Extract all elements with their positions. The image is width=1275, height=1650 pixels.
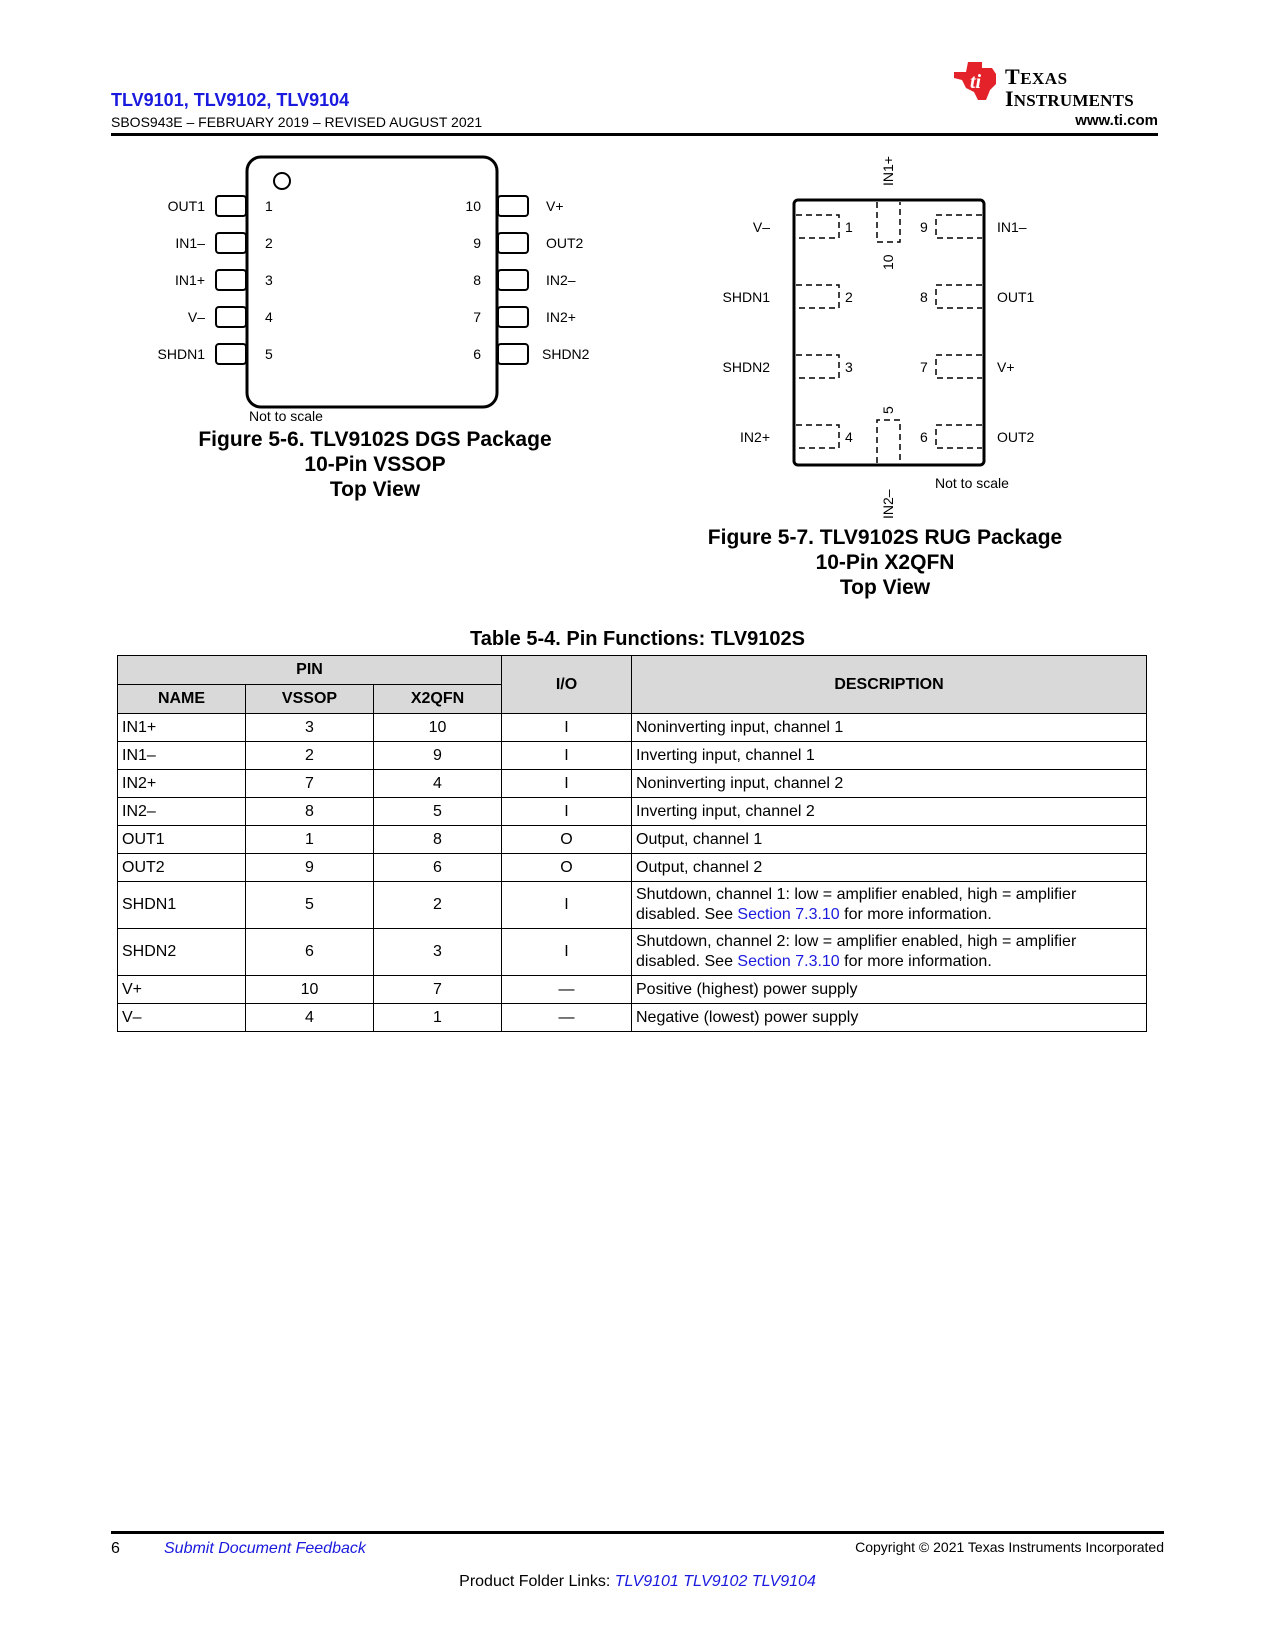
dgs-pin-number: 5 <box>265 346 273 362</box>
cell-io: I <box>502 929 632 976</box>
cell-name: IN1– <box>118 742 246 770</box>
cell-vssop: 5 <box>246 882 374 929</box>
header-pin: PIN <box>118 656 502 685</box>
cell-desc: Inverting input, channel 1 <box>632 742 1147 770</box>
table-row <box>118 770 1147 798</box>
table-row <box>118 742 1147 770</box>
dgs-pin-name: SHDN1 <box>157 346 205 362</box>
cell-name: SHDN2 <box>118 929 246 976</box>
rug-pin-name: OUT2 <box>997 429 1035 445</box>
dgs-figure-caption: Figure 5-6. TLV9102S DGS Package 10-Pin VSSOP Top View <box>198 428 552 501</box>
cell-desc: Output, channel 1 <box>632 826 1147 854</box>
table-row <box>118 854 1147 882</box>
table-row <box>118 976 1147 1004</box>
cell-desc: Shutdown, channel 1: low = amplifier enabled, high = amplifier disabled. See Section 7.3.10 for more information. <box>632 882 1147 929</box>
cell-x2qfn: 2 <box>374 882 502 929</box>
dgs-pin-name: IN1– <box>175 235 205 251</box>
rug-pin-name: IN1– <box>997 219 1027 235</box>
dgs-pin-name: IN2+ <box>546 309 576 325</box>
rug-pin-number: 7 <box>920 359 928 375</box>
table-row <box>118 929 1147 976</box>
dgs-pin-number: 3 <box>265 272 273 288</box>
dgs-pin-number: 6 <box>473 346 481 362</box>
cell-vssop: 10 <box>246 976 374 1004</box>
cell-x2qfn: 3 <box>374 929 502 976</box>
product-link-tlv9102[interactable]: TLV9102 <box>683 1573 748 1590</box>
cell-vssop: 9 <box>246 854 374 882</box>
cell-vssop: 1 <box>246 826 374 854</box>
copyright: Copyright © 2021 Texas Instruments Incorporated <box>855 1539 1164 1555</box>
table-row <box>118 882 1147 929</box>
logo-line-1: TEXAS <box>1005 64 1068 89</box>
table-row <box>118 826 1147 854</box>
rug-pin-name: IN2+ <box>740 429 770 445</box>
rug-pin-number: 2 <box>845 289 853 305</box>
dgs-pin-name: SHDN2 <box>542 346 590 362</box>
cell-vssop: 3 <box>246 714 374 742</box>
website-link[interactable]: www.ti.com <box>1075 112 1158 129</box>
rug-not-to-scale: Not to scale <box>935 475 1009 491</box>
cell-x2qfn: 9 <box>374 742 502 770</box>
cell-io: I <box>502 714 632 742</box>
cell-io: I <box>502 742 632 770</box>
cell-desc: Inverting input, channel 2 <box>632 798 1147 826</box>
product-link-tlv9101[interactable]: TLV9101 <box>614 1573 679 1590</box>
cell-name: SHDN1 <box>118 882 246 929</box>
rug-figure-caption: Figure 5-7. TLV9102S RUG Package 10-Pin X2QFN Top View <box>707 526 1063 599</box>
dgs-pin-name: V+ <box>546 198 564 214</box>
page-number: 6 <box>111 1540 120 1557</box>
cell-x2qfn: 4 <box>374 770 502 798</box>
rug-bottom-pin-name: IN2– <box>880 489 896 519</box>
rug-bottom-pin-number: 5 <box>880 406 896 414</box>
rug-pin-number: 8 <box>920 289 928 305</box>
dgs-pin-name: OUT1 <box>167 198 205 214</box>
rug-pin-number: 3 <box>845 359 853 375</box>
cell-x2qfn: 5 <box>374 798 502 826</box>
rug-pin-number: 1 <box>845 219 853 235</box>
footer-rule <box>111 1531 1164 1534</box>
rug-pin-name: V– <box>752 219 770 235</box>
product-link-tlv9104[interactable]: TLV9104 <box>751 1573 816 1590</box>
table-row <box>118 798 1147 826</box>
product-links-label: Product Folder Links: <box>459 1573 615 1590</box>
rug-top-pin-name: IN1+ <box>880 156 896 186</box>
table-title: Table 5-4. Pin Functions: TLV9102S <box>470 628 805 650</box>
table-row <box>118 714 1147 742</box>
table-row <box>118 1004 1147 1032</box>
header-io: I/O <box>502 656 632 714</box>
cell-vssop: 7 <box>246 770 374 798</box>
cell-name: IN1+ <box>118 714 246 742</box>
cell-io: — <box>502 976 632 1004</box>
cell-vssop: 6 <box>246 929 374 976</box>
cell-desc: Shutdown, channel 2: low = amplifier enabled, high = amplifier disabled. See Section 7.3.10 for more information. <box>632 929 1147 976</box>
dgs-pin-number: 8 <box>473 272 481 288</box>
rug-top-pin-number: 10 <box>880 254 896 270</box>
cell-x2qfn: 8 <box>374 826 502 854</box>
rug-pin-number: 6 <box>920 429 928 445</box>
dgs-pin-number: 10 <box>465 198 481 214</box>
cell-io: I <box>502 770 632 798</box>
cell-desc: Output, channel 2 <box>632 854 1147 882</box>
cell-x2qfn: 6 <box>374 854 502 882</box>
dgs-pin-name: IN1+ <box>175 272 205 288</box>
cell-name: IN2+ <box>118 770 246 798</box>
cell-name: OUT2 <box>118 854 246 882</box>
cell-io: O <box>502 826 632 854</box>
dgs-pin-number: 7 <box>473 309 481 325</box>
cell-io: — <box>502 1004 632 1032</box>
pin-functions-table <box>117 655 1147 1032</box>
cell-vssop: 8 <box>246 798 374 826</box>
rug-pin-name: SHDN1 <box>722 289 770 305</box>
cell-vssop: 2 <box>246 742 374 770</box>
vssop-package-diagram <box>200 150 560 410</box>
section-link[interactable]: Section 7.3.10 <box>737 906 840 923</box>
dgs-pin-number: 1 <box>265 198 273 214</box>
rug-pin-name: V+ <box>997 359 1015 375</box>
submit-feedback-link[interactable]: Submit Document Feedback <box>164 1540 366 1557</box>
ti-logo-icon <box>952 58 1002 104</box>
logo-line-2: INSTRUMENTS <box>1005 86 1134 111</box>
header-name: NAME <box>118 685 246 714</box>
dgs-pin-number: 4 <box>265 309 273 325</box>
header-description: DESCRIPTION <box>632 656 1147 714</box>
svg-text:ti: ti <box>970 71 982 93</box>
cell-desc: Positive (highest) power supply <box>632 976 1147 1004</box>
header-x2qfn: X2QFN <box>374 685 502 714</box>
cell-desc: Noninverting input, channel 2 <box>632 770 1147 798</box>
product-folder-links <box>0 1573 1275 1591</box>
dgs-pin-name: OUT2 <box>546 235 584 251</box>
cell-io: I <box>502 798 632 826</box>
cell-io: I <box>502 882 632 929</box>
dgs-pin-number: 2 <box>265 235 273 251</box>
dgs-pin-name: IN2– <box>546 272 576 288</box>
cell-name: OUT1 <box>118 826 246 854</box>
dgs-pin-name: V– <box>187 309 205 325</box>
header-rule <box>111 133 1158 136</box>
rug-pin-number: 9 <box>920 219 928 235</box>
cell-desc: Negative (lowest) power supply <box>632 1004 1147 1032</box>
rug-pin-number: 4 <box>845 429 853 445</box>
rug-pin-name: OUT1 <box>997 289 1035 305</box>
rug-pin-name: SHDN2 <box>722 359 770 375</box>
document-title[interactable]: TLV9101, TLV9102, TLV9104 <box>111 90 350 110</box>
cell-io: O <box>502 854 632 882</box>
cell-x2qfn: 7 <box>374 976 502 1004</box>
x2qfn-package-diagram <box>780 190 1000 480</box>
header-vssop: VSSOP <box>246 685 374 714</box>
cell-vssop: 4 <box>246 1004 374 1032</box>
cell-name: V– <box>118 1004 246 1032</box>
cell-desc: Noninverting input, channel 1 <box>632 714 1147 742</box>
cell-name: IN2– <box>118 798 246 826</box>
cell-name: V+ <box>118 976 246 1004</box>
cell-x2qfn: 1 <box>374 1004 502 1032</box>
dgs-not-to-scale: Not to scale <box>249 408 323 424</box>
cell-x2qfn: 10 <box>374 714 502 742</box>
document-id: SBOS943E – FEBRUARY 2019 – REVISED AUGUST 2021 <box>111 114 483 130</box>
dgs-pin-number: 9 <box>473 235 481 251</box>
section-link[interactable]: Section 7.3.10 <box>737 953 840 970</box>
